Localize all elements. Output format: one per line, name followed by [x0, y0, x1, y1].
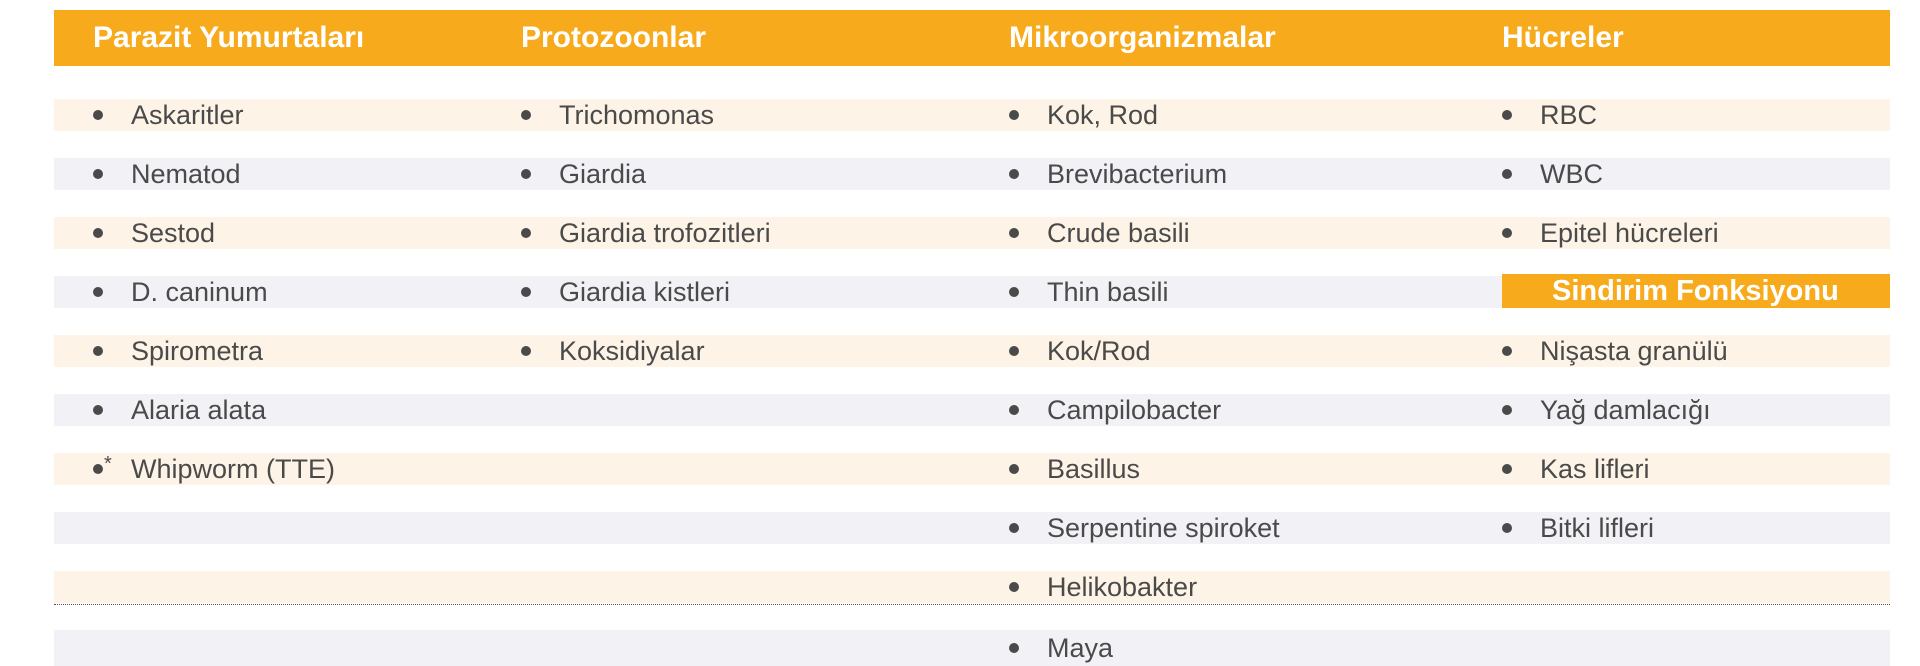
bullet-icon: [1009, 217, 1049, 249]
bullet-icon: [1009, 394, 1049, 426]
list-item: Trichomonas: [521, 99, 961, 131]
list-item: Kas lifleri: [1502, 453, 1890, 485]
bullet-icon: [521, 276, 561, 308]
bullet-icon: [1009, 571, 1049, 603]
list-item: Epitel hücreleri: [1502, 217, 1890, 249]
list-item: Serpentine spiroket: [1009, 512, 1469, 544]
bullet-icon: [1009, 335, 1049, 367]
bullet-icon: [521, 335, 561, 367]
bullet-icon: [1502, 335, 1542, 367]
list-item: D. caninum: [93, 276, 473, 308]
bullet-icon: [1009, 632, 1049, 664]
list-item: * Whipworm (TTE): [93, 453, 473, 485]
bullet-icon: [1502, 158, 1542, 190]
list-item: Maya: [1009, 632, 1469, 664]
list-item: Bitki lifleri: [1502, 512, 1890, 544]
list-item: Brevibacterium: [1009, 158, 1469, 190]
bullet-icon: [93, 276, 133, 308]
bullet-icon: [1502, 453, 1542, 485]
asterisk-mark: *: [104, 453, 112, 475]
bullet-icon: [1502, 217, 1542, 249]
header-hucreler: Hücreler: [1502, 21, 1624, 54]
bullet-icon: [1502, 99, 1542, 131]
list-item: Helikobakter: [1009, 571, 1469, 603]
bullet-icon: [1009, 99, 1049, 131]
bullet-icon: [1009, 276, 1049, 308]
list-item: Spirometra: [93, 335, 473, 367]
list-item: Giardia: [521, 158, 961, 190]
list-item: Kok, Rod: [1009, 99, 1469, 131]
list-item: RBC: [1502, 99, 1890, 131]
header-parazit-yumurtalari: Parazit Yumurtaları: [93, 21, 365, 54]
list-item: Crude basili: [1009, 217, 1469, 249]
list-item: Nişasta granülü: [1502, 335, 1890, 367]
list-item: Giardia trofozitleri: [521, 217, 961, 249]
bullet-icon: [1009, 453, 1049, 485]
list-item: Thin basili: [1009, 276, 1469, 308]
list-item: Askaritler: [93, 99, 473, 131]
section-header-sindirim-fonksiyonu: Sindirim Fonksiyonu: [1502, 274, 1890, 308]
header-mikroorganizmalar: Mikroorganizmalar: [1009, 21, 1276, 54]
lab-results-table: [54, 10, 1890, 664]
bullet-icon: [521, 158, 561, 190]
bullet-icon: [521, 217, 561, 249]
bullet-icon: [93, 394, 133, 426]
list-item: Alaria alata: [93, 394, 473, 426]
table-header: [54, 10, 1890, 66]
bullet-icon: [1502, 512, 1542, 544]
bullet-icon: [1502, 394, 1542, 426]
list-item: Basillus: [1009, 453, 1469, 485]
list-item: Sestod: [93, 217, 473, 249]
list-item: Nematod: [93, 158, 473, 190]
bullet-icon: [93, 99, 133, 131]
bullet-icon: [1009, 158, 1049, 190]
row-band: [54, 630, 1890, 666]
bullet-asterisk-icon: [93, 453, 133, 485]
bullet-icon: [93, 335, 133, 367]
list-item: Kok/Rod: [1009, 335, 1469, 367]
header-protozoonlar: Protozoonlar: [521, 21, 706, 54]
divider-line: [54, 604, 1890, 605]
bullet-icon: [93, 217, 133, 249]
bullet-icon: [521, 99, 561, 131]
list-item: WBC: [1502, 158, 1890, 190]
list-item: Yağ damlacığı: [1502, 394, 1890, 426]
bullet-icon: [1009, 512, 1049, 544]
list-item: Giardia kistleri: [521, 276, 961, 308]
list-item: Campilobacter: [1009, 394, 1469, 426]
bullet-icon: [93, 158, 133, 190]
list-item: Koksidiyalar: [521, 335, 961, 367]
row-band: [54, 571, 1890, 603]
